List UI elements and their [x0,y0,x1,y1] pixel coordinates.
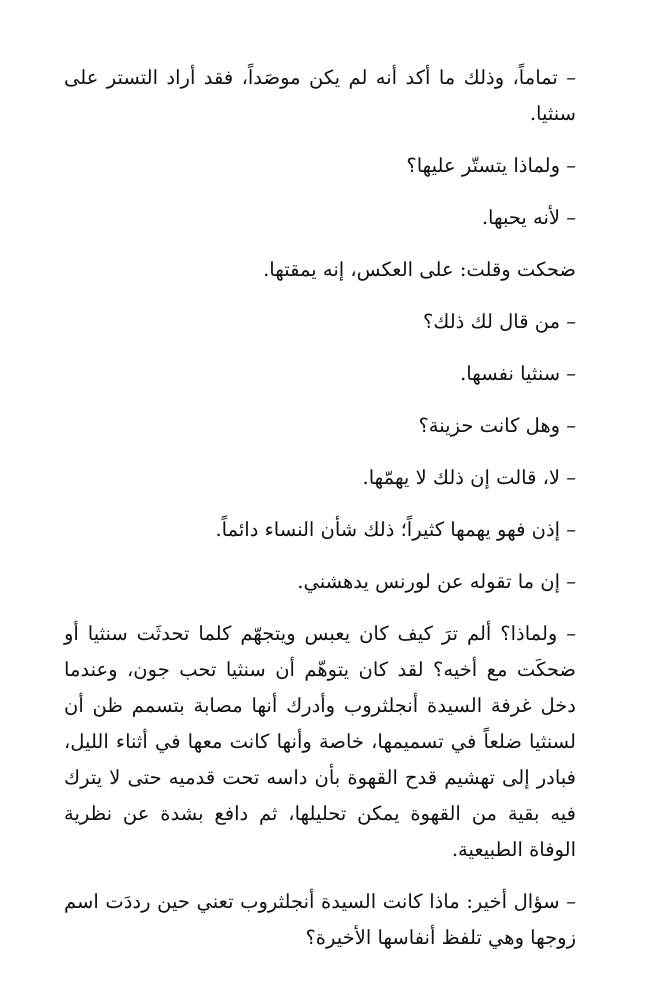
paragraph-7: – وهل كانت حزينة؟ [418,414,576,437]
paragraph-10: – إن ما تقوله عن لورنس يدهشني. [297,570,576,593]
paragraph-4: ضحكت وقلت: على العكس، إنه يمقتها. [263,258,576,281]
paragraph-12: – سؤال أخير: ماذا كانت السيدة أنجلثروب تعني حين رددَت اسم زوجها وهي تلفظ أنفاسها الأخيرة؟ [64,890,576,949]
paragraph-6: – سنثيا نفسها. [460,362,576,385]
paragraph-2: – ولماذا يتستّر عليها؟ [406,154,576,177]
paragraph-9: – إذن فهو يهمها كثيراً؛ ذلك شأن النساء دائماً. [215,518,576,541]
paragraph-5: – من قال لك ذلك؟ [422,310,576,333]
paragraph-3: – لأنه يحبها. [481,206,576,229]
book-page-text [64,60,586,972]
paragraph-1: – تماماً، وذلك ما أكد أنه لم يكن موصَداً، فقد أراد التستر على سنثيا. [64,66,576,125]
paragraph-8: – لا، قالت إن ذلك لا يهمّها. [362,466,576,489]
paragraph-11: – ولماذا؟ ألم ترَ كيف كان يعبس ويتجهّم كلما تحدثَت سنثيا أو ضحكَت مع أخيه؟ لقد كان يتوهّم أن سنثيا تحب جون، وعندما دخل غرفة السيدة أنجلثروب وأدرك أنها مصابة بتسمم ظن أن لسنثيا ضلعاً في تسميمها، خاصة وأنها كانت معها في أثناء الليل، فبادر إلى تهشيم قدح القهوة بأن داسه تحت قدميه حتى لا يترك فيه بقية من القهوة يمكن تحليلها، ثم دافع بشدة عن نظرية الوفاة الطبيعية. [64,622,576,861]
